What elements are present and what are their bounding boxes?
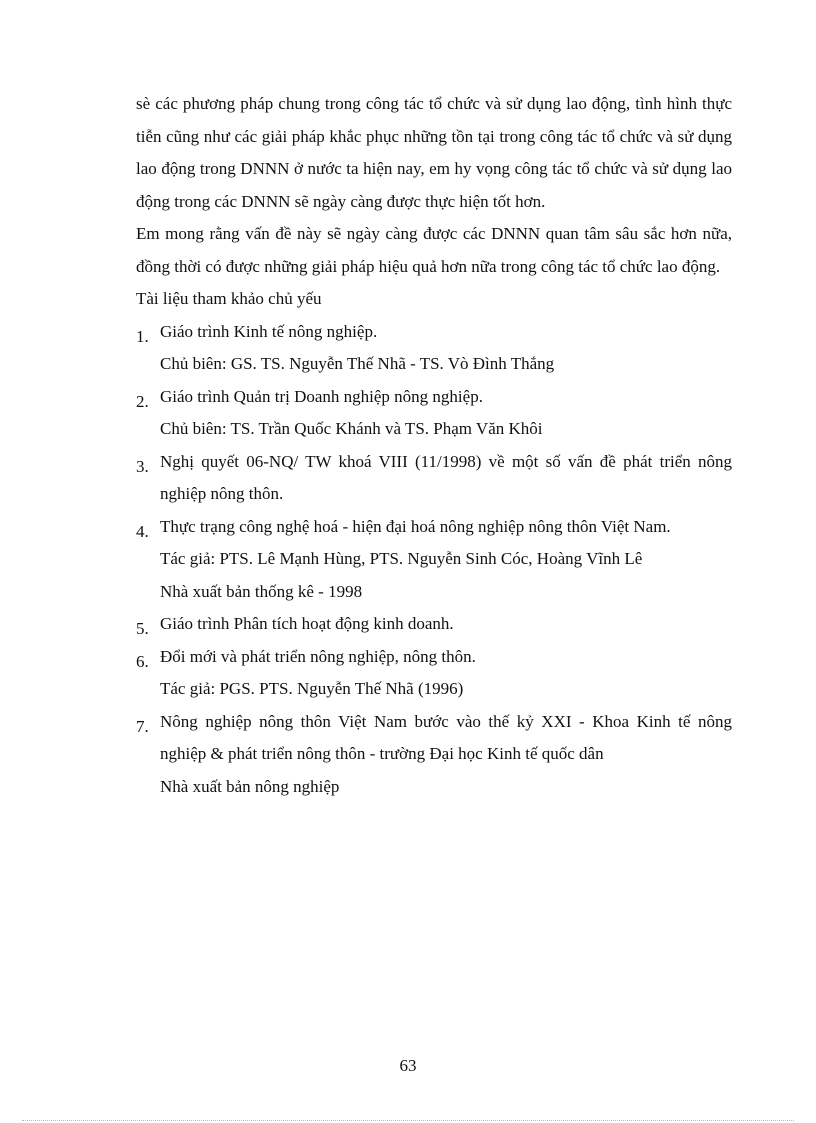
reference-line: Giáo trình Phân tích hoạt động kinh doanh.: [160, 614, 454, 633]
reference-line: Nhà xuất bản nông nghiệp: [160, 776, 340, 796]
page-bottom-divider: [22, 1120, 794, 1121]
reference-number: 2.: [136, 391, 149, 411]
conclusion-paragraph-1: sè các phương pháp chung trong công tác tổ chức và sử dụng lao động, tình hình thực tiễn cũng như các giải pháp khắc phục những tồn tại trong công tác tổ chức và sử dụng lao động trong DNNN ở nước ta hiện nay, em hy vọng công tác tổ chức và sử dụng lao động trong các DNNN sẽ ngày càng được thực hiện tốt hơn.: [136, 94, 732, 211]
reference-line: Nông nghiệp nông thôn Việt Nam bước vào thế kỷ XXI - Khoa Kinh tế nông nghiệp & phát triển nông thôn - trường Đại học Kinh tế quốc dân: [160, 711, 732, 763]
reference-number: 7.: [136, 716, 149, 736]
reference-line: Tác giả: PTS. Lê Mạnh Hùng, PTS. Nguyễn Sinh Cóc, Hoàng Vĩnh Lê: [160, 549, 643, 568]
references-heading: Tài liệu tham khảo chủ yếu: [136, 289, 322, 308]
reference-item: [136, 706, 732, 804]
reference-item: [136, 641, 732, 706]
reference-number: 1.: [136, 326, 149, 346]
reference-item: [136, 316, 732, 381]
reference-item: [136, 608, 732, 641]
reference-number: 4.: [136, 521, 149, 541]
reference-number: 6.: [136, 651, 149, 671]
reference-item: [136, 446, 732, 511]
page-number: 63: [399, 1056, 417, 1075]
reference-line: Giáo trình Kinh tế nông nghiệp.: [160, 321, 378, 341]
reference-number: 3.: [136, 456, 149, 476]
reference-number: 5.: [136, 619, 149, 638]
reference-line: Thực trạng công nghệ hoá - hiện đại hoá nông nghiệp nông thôn Việt Nam.: [160, 516, 671, 536]
page-content: [136, 88, 732, 803]
reference-line: Nghị quyết 06-NQ/ TW khoá VIII (11/1998) về một số vấn đề phát triển nông nghiệp nông thôn.: [160, 451, 732, 503]
conclusion-paragraph-2: Em mong rằng vấn đề này sẽ ngày càng được các DNNN quan tâm sâu sắc hơn nữa, đồng thời có được những giải pháp hiệu quả hơn nữa trong công tác tổ chức lao động.: [136, 224, 732, 276]
reference-line: Giáo trình Quản trị Doanh nghiệp nông nghiệp.: [160, 386, 483, 406]
reference-item: [136, 511, 732, 609]
references-list: [136, 316, 732, 804]
reference-line: Tác giả: PGS. PTS. Nguyễn Thế Nhã (1996): [160, 679, 464, 698]
reference-line: Nhà xuất bản thống kê - 1998: [160, 581, 363, 601]
reference-line: Đổi mới và phát triển nông nghiệp, nông thôn.: [160, 646, 476, 666]
reference-item: [136, 381, 732, 446]
reference-line: Chủ biên: GS. TS. Nguyễn Thế Nhã - TS. Vò Đình Thắng: [160, 354, 555, 373]
reference-line: Chủ biên: TS. Trần Quốc Khánh và TS. Phạm Văn Khôi: [160, 419, 543, 438]
